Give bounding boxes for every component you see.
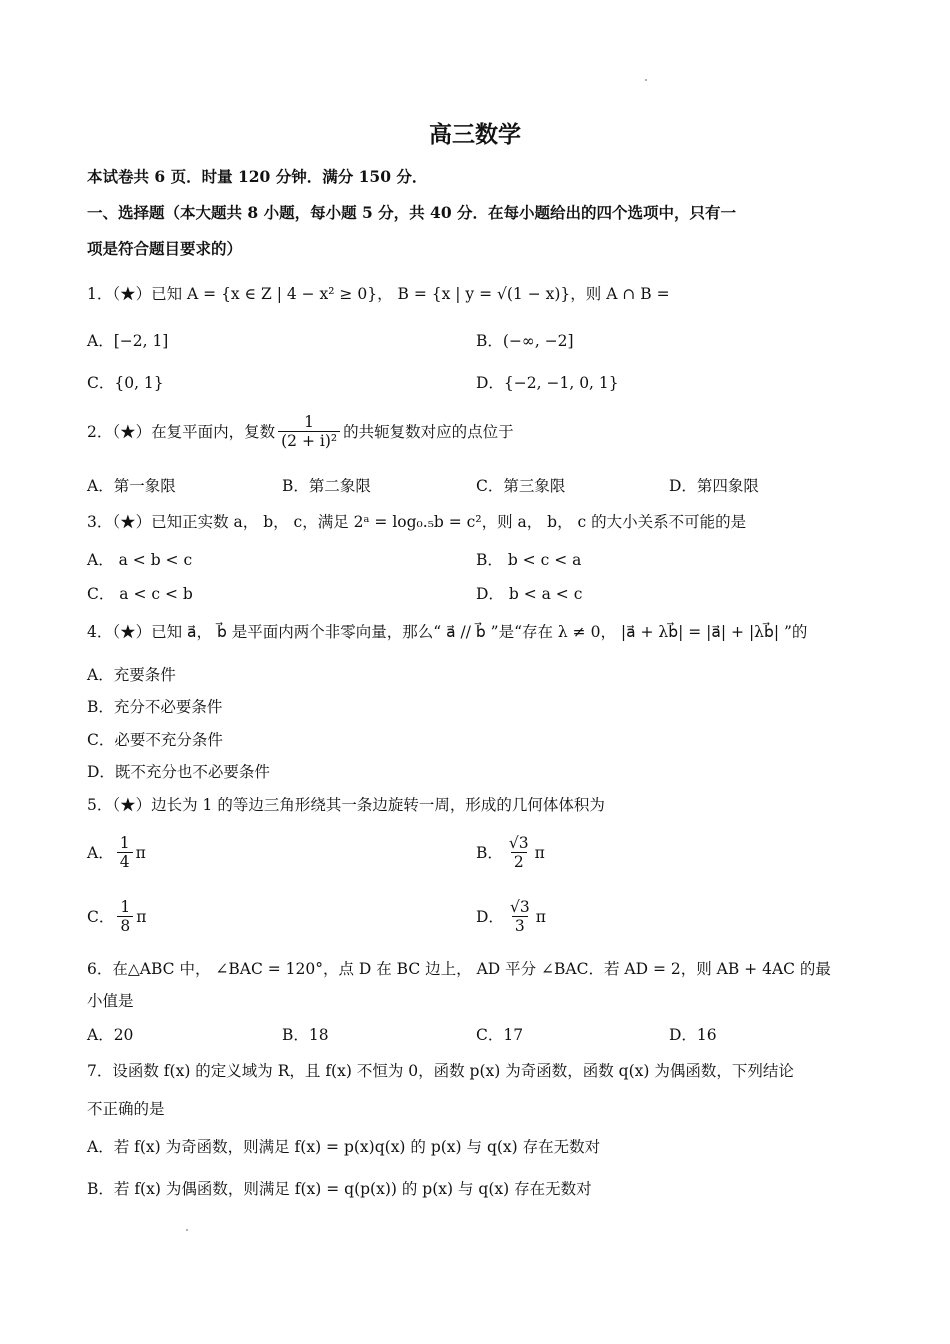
q1-option-a: A．[−2, 1]: [87, 332, 169, 350]
q5-a-den: 4: [117, 852, 133, 871]
question-4-stem: 4．（★）已知 a⃗， b⃗ 是平面内两个非零向量，那么“ a⃗ // b⃗ ”是“存在 λ ≠ 0， |a⃗ + λb⃗| = |a⃗| + |λb⃗| ”的: [87, 623, 808, 641]
q2-stem-post: 的共轭复数对应的点位于: [343, 422, 514, 441]
q2-option-b: B．第二象限: [282, 477, 371, 495]
question-6-stem-cont: 小值是: [87, 992, 134, 1010]
question-7-stem-cont: 不正确的是: [87, 1100, 165, 1118]
q5-b-label: B．: [476, 843, 503, 862]
q1-option-b: B．(−∞, −2]: [476, 332, 574, 350]
scan-dot: [645, 79, 647, 81]
question-5-stem: 5．（★）边长为 1 的等边三角形绕其一条边旋转一周，形成的几何体体积为: [87, 796, 605, 814]
section-heading-cont: 项是符合题目要求的）: [87, 239, 243, 258]
q5-d-fraction: [507, 898, 533, 935]
q5-option-c: [87, 898, 146, 935]
exam-intro: 本试卷共 6 页．时量 120 分钟．满分 150 分．: [87, 167, 428, 186]
q3-option-c: C． a < c < b: [87, 585, 193, 603]
q5-option-a: [87, 834, 146, 871]
q1-option-d: D．{−2, −1, 0, 1}: [476, 374, 619, 392]
q5-b-num: √3: [508, 834, 529, 852]
q5-b-pi: π: [534, 843, 545, 862]
q3-option-b: B． b < c < a: [476, 551, 582, 569]
question-1-stem: 1．（★）已知 A = {x ∈ Z | 4 − x² ≥ 0}， B = {x | y = √(1 − x)}，则 A ∩ B =: [87, 285, 670, 303]
question-7-stem: 7．设函数 f(x) 的定义域为 R，且 f(x) 不恒为 0，函数 p(x) 为奇函数，函数 q(x) 为偶函数，下列结论: [87, 1062, 794, 1080]
q6-option-d: D．16: [669, 1026, 717, 1044]
q5-b-den: 2: [511, 852, 527, 871]
q2-option-a: A．第一象限: [87, 477, 176, 495]
q5-c-num: 1: [120, 898, 131, 916]
q2-frac-den: (2 + i)²: [278, 431, 340, 450]
q5-a-num: 1: [119, 834, 130, 852]
q5-c-fraction: [117, 898, 133, 935]
q4-option-a: A．充要条件: [87, 666, 176, 684]
section-heading: 一、选择题（本大题共 8 小题，每小题 5 分，共 40 分．在每小题给出的四个选项中，只有一: [87, 203, 737, 222]
q5-option-d: [476, 898, 546, 935]
question-3-stem: 3．（★）已知正实数 a， b， c，满足 2ᵃ = log₀.₅b = c²，则 a， b， c 的大小关系不可能的是: [87, 513, 747, 531]
q1-option-c: C．{0, 1}: [87, 374, 164, 392]
q4-option-d: D．既不充分也不必要条件: [87, 763, 270, 781]
q6-option-b: B．18: [282, 1026, 329, 1044]
scan-dot: [186, 1229, 188, 1231]
q7-option-b: B．若 f(x) 为偶函数，则满足 f(x) = q(p(x)) 的 p(x) 与 q(x) 存在无数对: [87, 1180, 592, 1198]
q5-a-label: A．: [87, 843, 114, 862]
q5-d-label: D．: [476, 907, 504, 926]
q5-d-den: 3: [512, 916, 528, 935]
q3-option-d: D． b < a < c: [476, 585, 583, 603]
q6-option-a: A．20: [87, 1026, 134, 1044]
q5-d-num: √3: [509, 898, 530, 916]
q2-fraction: [278, 413, 340, 450]
page-title: 高三数学: [429, 121, 521, 148]
q5-a-pi: π: [135, 843, 146, 862]
q2-option-c: C．第三象限: [476, 477, 566, 495]
question-2-stem: [87, 413, 514, 450]
q5-d-pi: π: [535, 907, 546, 926]
q6-option-c: C．17: [476, 1026, 524, 1044]
q5-c-label: C．: [87, 907, 115, 926]
q5-b-fraction: [506, 834, 532, 871]
q2-option-d: D．第四象限: [669, 477, 759, 495]
q5-a-fraction: [117, 834, 133, 871]
q2-frac-num: 1: [304, 413, 315, 431]
q7-option-a: A．若 f(x) 为奇函数，则满足 f(x) = p(x)q(x) 的 p(x) 与 q(x) 存在无数对: [87, 1138, 601, 1156]
q2-stem-pre: 2．（★）在复平面内，复数: [87, 422, 276, 441]
q5-c-pi: π: [136, 907, 147, 926]
q4-option-c: C．必要不充分条件: [87, 731, 223, 749]
question-6-stem: 6．在△ABC 中， ∠BAC = 120°，点 D 在 BC 边上， AD 平分 ∠BAC．若 AD = 2，则 AB + 4AC 的最: [87, 960, 831, 978]
q5-c-den: 8: [117, 916, 133, 935]
q5-option-b: [476, 834, 545, 871]
q3-option-a: A． a < b < c: [87, 551, 193, 569]
q4-option-b: B．充分不必要条件: [87, 698, 223, 716]
